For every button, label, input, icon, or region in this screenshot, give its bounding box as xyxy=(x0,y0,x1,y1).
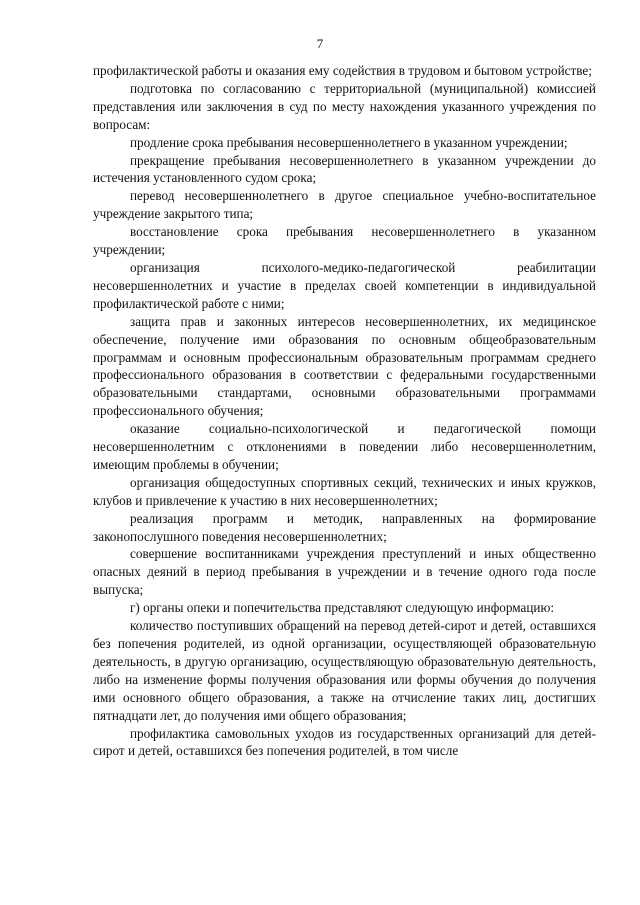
paragraph: оказание социально-психологической и педагогической помощи несовершеннолетним с отклонениями в поведении либо несовершеннолетним, имеющим проблемы в обучении; xyxy=(93,421,596,472)
paragraph: прекращение пребывания несовершеннолетнего в указанном учреждении до истечения установленного судом срока; xyxy=(93,152,596,186)
paragraph: восстановление срока пребывания несовершеннолетнего в указанном учреждении; xyxy=(93,224,596,258)
paragraph: количество поступивших обращений на перевод детей-сирот и детей, оставшихся без попечения родителей, из одной организации, осуществляющей образовательную деятельность, в другую организацию, осуществляющую образовательную деятельность, либо на изменение формы получения образования или формы обучения до получения ими основного общего образования, а также на отчисление таких лиц, достигших пятнадцати лет, до получения ими общего образования; xyxy=(93,618,596,723)
body-text xyxy=(93,62,596,760)
page-number: 7 xyxy=(316,36,324,51)
paragraph: защита прав и законных интересов несовершеннолетних, их медицинское обеспечение, получение ими образования по основным общеобразовательным программам и основным профессиональным образовательным программам среднего профессионального образования в соответствии с федеральными государственными образовательными стандартами, основными образовательными программами профессионального обучения; xyxy=(93,313,596,419)
paragraph: профилактической работы и оказания ему содействия в трудовом и бытовом устройстве; xyxy=(93,63,592,78)
paragraph: организация общедоступных спортивных секций, технических и иных кружков, клубов и привлечение к участию в них несовершеннолетних; xyxy=(93,474,596,508)
paragraph: совершение воспитанниками учреждения преступлений и иных общественно опасных деяний в период пребывания в учреждении и в течение одного года после выпуска; xyxy=(93,546,596,598)
paragraph: продление срока пребывания несовершеннолетнего в указанном учреждении; xyxy=(130,134,568,150)
paragraph: перевод несовершеннолетнего в другое специальное учебно-воспитательное учреждение закрытого типа; xyxy=(93,188,596,222)
paragraph: подготовка по согласованию с территориальной (муниципальной) комиссией представления или заключения в суд по месту нахождения указанного учреждения по вопросам: xyxy=(93,80,596,132)
paragraph: профилактика самовольных уходов из государственных организаций для детей-сирот и детей, оставшихся без попечения родителей, в том числе xyxy=(93,725,596,759)
paragraph: г) органы опеки и попечительства представляют следующую информацию: xyxy=(130,600,554,616)
paragraph: реализация программ и методик, направленных на формирование законопослушного поведения несовершеннолетних; xyxy=(93,510,596,544)
paragraph: организация психолого-медико-педагогической реабилитации несовершеннолетних и участие в пределах своей компетенции в индивидуальной профилактической работе с ними; xyxy=(93,259,596,311)
